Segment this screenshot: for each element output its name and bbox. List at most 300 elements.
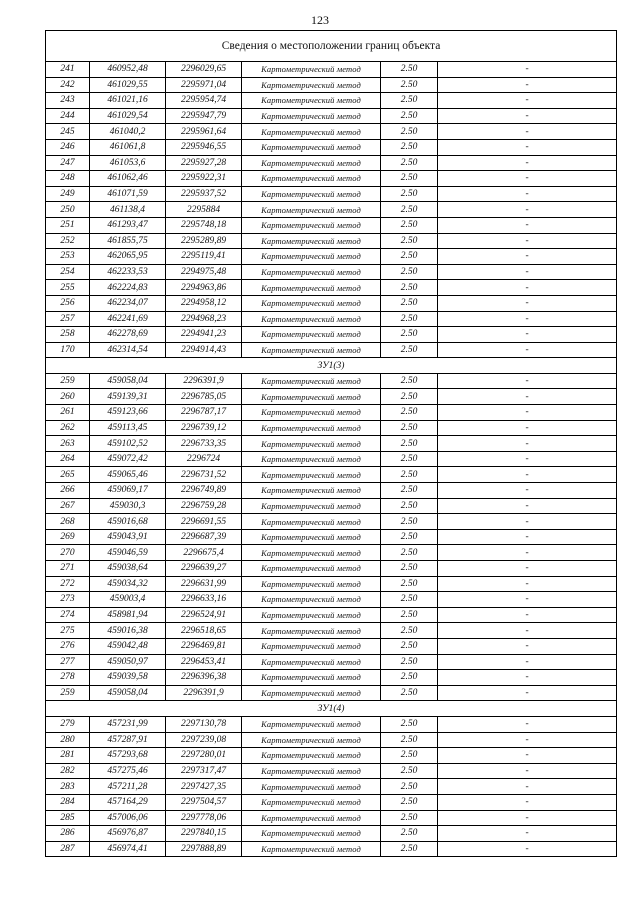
point-number-cell: 251 [46,217,90,233]
x-coordinate-cell: 457231,99 [90,716,166,732]
x-coordinate-cell: 461029,54 [90,108,166,124]
note-cell: - [438,171,617,187]
table-row [46,592,617,608]
table-row [46,420,617,436]
method-cell: Картометрический метод [242,763,381,779]
y-coordinate-cell: 2296731,52 [166,467,242,483]
y-coordinate-cell: 2297504,57 [166,794,242,810]
method-cell: Картометрический метод [242,342,381,358]
method-cell: Картометрический метод [242,420,381,436]
point-number-cell: 256 [46,295,90,311]
y-coordinate-cell: 2296639,27 [166,561,242,577]
x-coordinate-cell: 461293,47 [90,217,166,233]
table-row [46,483,617,499]
note-cell: - [438,186,617,202]
method-cell: Картометрический метод [242,841,381,857]
table-row [46,607,617,623]
point-number-cell: 245 [46,124,90,140]
accuracy-cell: 2.50 [381,108,438,124]
point-number-cell: 259 [46,373,90,389]
accuracy-cell: 2.50 [381,498,438,514]
point-number-cell: 243 [46,93,90,109]
method-cell: Картометрический метод [242,186,381,202]
note-cell: - [438,794,617,810]
table-row [46,716,617,732]
method-cell: Картометрический метод [242,295,381,311]
point-number-cell: 276 [46,638,90,654]
accuracy-cell: 2.50 [381,233,438,249]
note-cell: - [438,670,617,686]
note-cell: - [438,685,617,701]
method-cell: Картометрический метод [242,108,381,124]
accuracy-cell: 2.50 [381,155,438,171]
table-row [46,139,617,155]
y-coordinate-cell: 2297280,01 [166,748,242,764]
point-number-cell: 259 [46,685,90,701]
point-number-cell: 264 [46,451,90,467]
y-coordinate-cell: 2296759,28 [166,498,242,514]
boundary-coordinates-table [45,30,617,857]
method-cell: Картометрический метод [242,810,381,826]
note-cell: - [438,451,617,467]
point-number-cell: 286 [46,826,90,842]
table-row [46,327,617,343]
note-cell: - [438,592,617,608]
accuracy-cell: 2.50 [381,62,438,78]
table-row [46,576,617,592]
accuracy-cell: 2.50 [381,311,438,327]
accuracy-cell: 2.50 [381,467,438,483]
method-cell: Картометрический метод [242,373,381,389]
table-row [46,436,617,452]
table-row [46,249,617,265]
point-number-cell: 269 [46,529,90,545]
method-cell: Картометрический метод [242,483,381,499]
table-row [46,561,617,577]
x-coordinate-cell: 462233,53 [90,264,166,280]
table-row [46,93,617,109]
table-row [46,77,617,93]
table-row [46,748,617,764]
accuracy-cell: 2.50 [381,670,438,686]
note-cell: - [438,716,617,732]
point-number-cell: 262 [46,420,90,436]
table-row [46,841,617,857]
table-row [46,545,617,561]
y-coordinate-cell: 2296633,16 [166,592,242,608]
accuracy-cell: 2.50 [381,186,438,202]
note-cell: - [438,576,617,592]
method-cell: Картометрический метод [242,436,381,452]
method-cell: Картометрический метод [242,638,381,654]
method-cell: Картометрический метод [242,405,381,421]
table-row [46,171,617,187]
point-number-cell: 271 [46,561,90,577]
point-number-cell: 258 [46,327,90,343]
note-cell: - [438,779,617,795]
x-coordinate-cell: 459038,64 [90,561,166,577]
x-coordinate-cell: 459046,59 [90,545,166,561]
method-cell: Картометрический метод [242,561,381,577]
note-cell: - [438,638,617,654]
method-cell: Картометрический метод [242,794,381,810]
accuracy-cell: 2.50 [381,841,438,857]
x-coordinate-cell: 456974,41 [90,841,166,857]
table-row [46,217,617,233]
x-coordinate-cell: 457275,46 [90,763,166,779]
method-cell: Картометрический метод [242,514,381,530]
x-coordinate-cell: 461062,46 [90,171,166,187]
y-coordinate-cell: 2296453,41 [166,654,242,670]
y-coordinate-cell: 2295961,64 [166,124,242,140]
x-coordinate-cell: 457287,91 [90,732,166,748]
table-row [46,794,617,810]
method-cell: Картометрический метод [242,592,381,608]
table-row [46,186,617,202]
y-coordinate-cell: 2297317,47 [166,763,242,779]
method-cell: Картометрический метод [242,155,381,171]
point-number-cell: 283 [46,779,90,795]
y-coordinate-cell: 2296631,99 [166,576,242,592]
point-number-cell: 277 [46,654,90,670]
table-row [46,623,617,639]
x-coordinate-cell: 459065,46 [90,467,166,483]
y-coordinate-cell: 2296029,65 [166,62,242,78]
x-coordinate-cell: 462241,69 [90,311,166,327]
point-number-cell: 275 [46,623,90,639]
section-label: ЗУ1(3) [46,358,617,374]
note-cell: - [438,62,617,78]
point-number-cell: 279 [46,716,90,732]
note-cell: - [438,202,617,218]
method-cell: Картометрический метод [242,451,381,467]
note-cell: - [438,295,617,311]
x-coordinate-cell: 459050,97 [90,654,166,670]
point-number-cell: 285 [46,810,90,826]
table-row [46,202,617,218]
method-cell: Картометрический метод [242,545,381,561]
x-coordinate-cell: 461029,55 [90,77,166,93]
table-row [46,498,617,514]
accuracy-cell: 2.50 [381,779,438,795]
y-coordinate-cell: 2296787,17 [166,405,242,421]
accuracy-cell: 2.50 [381,607,438,623]
method-cell: Картометрический метод [242,93,381,109]
note-cell: - [438,233,617,249]
table-header-row [46,31,617,62]
accuracy-cell: 2.50 [381,124,438,140]
method-cell: Картометрический метод [242,264,381,280]
accuracy-cell: 2.50 [381,420,438,436]
accuracy-cell: 2.50 [381,545,438,561]
accuracy-cell: 2.50 [381,763,438,779]
note-cell: - [438,826,617,842]
page-number: 123 [311,13,329,27]
y-coordinate-cell: 2296691,55 [166,514,242,530]
point-number-cell: 254 [46,264,90,280]
note-cell: - [438,124,617,140]
note-cell: - [438,342,617,358]
x-coordinate-cell: 462224,83 [90,280,166,296]
point-number-cell: 280 [46,732,90,748]
y-coordinate-cell: 2297840,15 [166,826,242,842]
accuracy-cell: 2.50 [381,716,438,732]
table-row [46,810,617,826]
point-number-cell: 244 [46,108,90,124]
point-number-cell: 282 [46,763,90,779]
table-title: Сведения о местоположении границ объекта [46,31,617,62]
point-number-cell: 247 [46,155,90,171]
accuracy-cell: 2.50 [381,794,438,810]
point-number-cell: 278 [46,670,90,686]
point-number-cell: 281 [46,748,90,764]
table-row [46,451,617,467]
point-number-cell: 274 [46,607,90,623]
point-number-cell: 260 [46,389,90,405]
y-coordinate-cell: 2296675,4 [166,545,242,561]
note-cell: - [438,77,617,93]
accuracy-cell: 2.50 [381,405,438,421]
method-cell: Картометрический метод [242,249,381,265]
y-coordinate-cell: 2296739,12 [166,420,242,436]
table-row [46,529,617,545]
table-row [46,311,617,327]
y-coordinate-cell: 2296518,65 [166,623,242,639]
y-coordinate-cell: 2296733,35 [166,436,242,452]
x-coordinate-cell: 458981,94 [90,607,166,623]
accuracy-cell: 2.50 [381,139,438,155]
method-cell: Картометрический метод [242,202,381,218]
table-row [46,124,617,140]
section-row [46,701,617,717]
table-row [46,280,617,296]
x-coordinate-cell: 459058,04 [90,373,166,389]
x-coordinate-cell: 462278,69 [90,327,166,343]
method-cell: Картометрический метод [242,654,381,670]
point-number-cell: 253 [46,249,90,265]
note-cell: - [438,93,617,109]
method-cell: Картометрический метод [242,576,381,592]
accuracy-cell: 2.50 [381,592,438,608]
method-cell: Картометрический метод [242,124,381,140]
note-cell: - [438,483,617,499]
accuracy-cell: 2.50 [381,623,438,639]
y-coordinate-cell: 2295748,18 [166,217,242,233]
x-coordinate-cell: 461138,4 [90,202,166,218]
y-coordinate-cell: 2296687,39 [166,529,242,545]
accuracy-cell: 2.50 [381,93,438,109]
note-cell: - [438,763,617,779]
accuracy-cell: 2.50 [381,280,438,296]
accuracy-cell: 2.50 [381,389,438,405]
accuracy-cell: 2.50 [381,249,438,265]
method-cell: Картометрический метод [242,139,381,155]
y-coordinate-cell: 2296524,91 [166,607,242,623]
x-coordinate-cell: 459102,52 [90,436,166,452]
note-cell: - [438,545,617,561]
x-coordinate-cell: 457164,29 [90,794,166,810]
x-coordinate-cell: 462314,54 [90,342,166,358]
accuracy-cell: 2.50 [381,685,438,701]
method-cell: Картометрический метод [242,311,381,327]
point-number-cell: 284 [46,794,90,810]
note-cell: - [438,748,617,764]
method-cell: Картометрический метод [242,217,381,233]
accuracy-cell: 2.50 [381,483,438,499]
point-number-cell: 273 [46,592,90,608]
table-row [46,295,617,311]
note-cell: - [438,249,617,265]
point-number-cell: 249 [46,186,90,202]
point-number-cell: 248 [46,171,90,187]
point-number-cell: 241 [46,62,90,78]
note-cell: - [438,498,617,514]
accuracy-cell: 2.50 [381,514,438,530]
y-coordinate-cell: 2295927,28 [166,155,242,171]
note-cell: - [438,841,617,857]
y-coordinate-cell: 2297888,89 [166,841,242,857]
x-coordinate-cell: 459043,91 [90,529,166,545]
point-number-cell: 261 [46,405,90,421]
method-cell: Картометрический метод [242,327,381,343]
section-row [46,358,617,374]
accuracy-cell: 2.50 [381,77,438,93]
y-coordinate-cell: 2295922,31 [166,171,242,187]
note-cell: - [438,514,617,530]
y-coordinate-cell: 2296396,38 [166,670,242,686]
accuracy-cell: 2.50 [381,373,438,389]
x-coordinate-cell: 459016,38 [90,623,166,639]
y-coordinate-cell: 2295289,89 [166,233,242,249]
note-cell: - [438,810,617,826]
method-cell: Картометрический метод [242,233,381,249]
method-cell: Картометрический метод [242,607,381,623]
point-number-cell: 257 [46,311,90,327]
y-coordinate-cell: 2294963,86 [166,280,242,296]
accuracy-cell: 2.50 [381,638,438,654]
note-cell: - [438,732,617,748]
point-number-cell: 252 [46,233,90,249]
y-coordinate-cell: 2296469,81 [166,638,242,654]
accuracy-cell: 2.50 [381,436,438,452]
accuracy-cell: 2.50 [381,217,438,233]
x-coordinate-cell: 456976,87 [90,826,166,842]
y-coordinate-cell: 2296391,9 [166,373,242,389]
method-cell: Картометрический метод [242,171,381,187]
x-coordinate-cell: 459039,58 [90,670,166,686]
y-coordinate-cell: 2295947,79 [166,108,242,124]
method-cell: Картометрический метод [242,748,381,764]
note-cell: - [438,389,617,405]
y-coordinate-cell: 2295884 [166,202,242,218]
y-coordinate-cell: 2294958,12 [166,295,242,311]
method-cell: Картометрический метод [242,685,381,701]
table-row [46,670,617,686]
table-row [46,732,617,748]
x-coordinate-cell: 461071,59 [90,186,166,202]
x-coordinate-cell: 459034,32 [90,576,166,592]
method-cell: Картометрический метод [242,670,381,686]
y-coordinate-cell: 2295119,41 [166,249,242,265]
point-number-cell: 242 [46,77,90,93]
table-row [46,467,617,483]
accuracy-cell: 2.50 [381,202,438,218]
accuracy-cell: 2.50 [381,295,438,311]
method-cell: Картометрический метод [242,826,381,842]
x-coordinate-cell: 461040,2 [90,124,166,140]
x-coordinate-cell: 459113,45 [90,420,166,436]
y-coordinate-cell: 2297778,06 [166,810,242,826]
table-row [46,373,617,389]
accuracy-cell: 2.50 [381,264,438,280]
section-label: ЗУ1(4) [46,701,617,717]
y-coordinate-cell: 2295946,55 [166,139,242,155]
accuracy-cell: 2.50 [381,826,438,842]
y-coordinate-cell: 2295971,04 [166,77,242,93]
note-cell: - [438,654,617,670]
y-coordinate-cell: 2296724 [166,451,242,467]
table-row [46,779,617,795]
y-coordinate-cell: 2297239,08 [166,732,242,748]
method-cell: Картометрический метод [242,62,381,78]
point-number-cell: 270 [46,545,90,561]
note-cell: - [438,467,617,483]
note-cell: - [438,529,617,545]
table-row [46,638,617,654]
x-coordinate-cell: 459139,31 [90,389,166,405]
note-cell: - [438,139,617,155]
accuracy-cell: 2.50 [381,327,438,343]
y-coordinate-cell: 2294941,23 [166,327,242,343]
x-coordinate-cell: 457006,06 [90,810,166,826]
x-coordinate-cell: 459072,42 [90,451,166,467]
note-cell: - [438,607,617,623]
note-cell: - [438,108,617,124]
accuracy-cell: 2.50 [381,342,438,358]
table-row [46,62,617,78]
method-cell: Картометрический метод [242,77,381,93]
y-coordinate-cell: 2296391,9 [166,685,242,701]
note-cell: - [438,311,617,327]
method-cell: Картометрический метод [242,732,381,748]
x-coordinate-cell: 462065,95 [90,249,166,265]
method-cell: Картометрический метод [242,623,381,639]
table-row [46,514,617,530]
accuracy-cell: 2.50 [381,810,438,826]
point-number-cell: 250 [46,202,90,218]
x-coordinate-cell: 459058,04 [90,685,166,701]
table-row [46,389,617,405]
point-number-cell: 265 [46,467,90,483]
table-row [46,763,617,779]
accuracy-cell: 2.50 [381,451,438,467]
note-cell: - [438,436,617,452]
method-cell: Картометрический метод [242,280,381,296]
point-number-cell: 255 [46,280,90,296]
x-coordinate-cell: 459003,4 [90,592,166,608]
y-coordinate-cell: 2297130,78 [166,716,242,732]
method-cell: Картометрический метод [242,779,381,795]
x-coordinate-cell: 461021,16 [90,93,166,109]
y-coordinate-cell: 2295937,52 [166,186,242,202]
point-number-cell: 263 [46,436,90,452]
y-coordinate-cell: 2295954,74 [166,93,242,109]
x-coordinate-cell: 459042,48 [90,638,166,654]
note-cell: - [438,217,617,233]
point-number-cell: 268 [46,514,90,530]
table-row [46,233,617,249]
table-row [46,685,617,701]
